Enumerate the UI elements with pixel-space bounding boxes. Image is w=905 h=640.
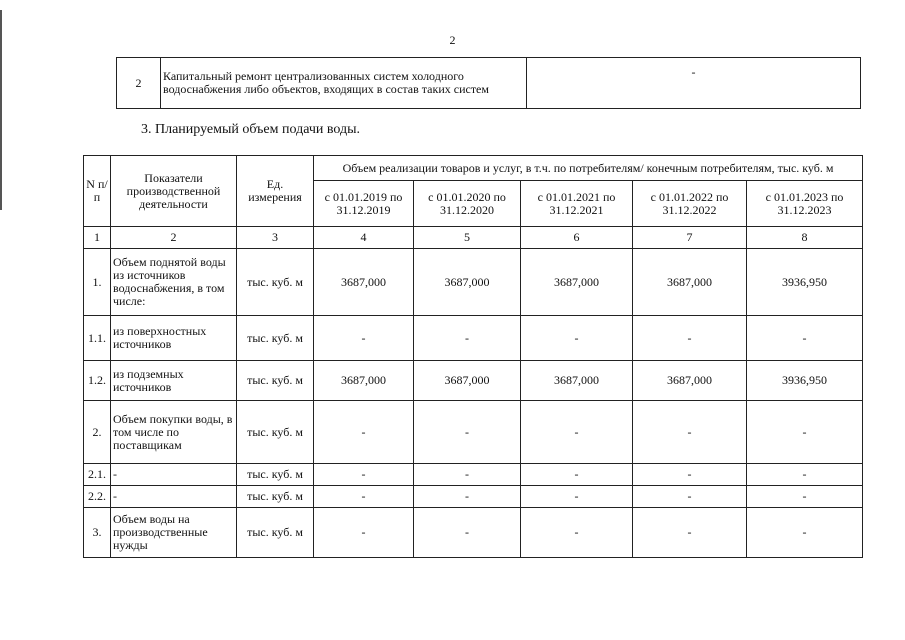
row-unit: тыс. куб. м [237,508,314,558]
row-value: - [521,486,633,508]
row-text [161,58,527,109]
table-row [84,486,863,508]
row-value: - [633,486,747,508]
row-value: - [314,486,414,508]
column-number: 6 [521,227,633,249]
row-value: - [521,316,633,361]
column-number: 7 [633,227,747,249]
row-unit: тыс. куб. м [237,486,314,508]
row-indicator: Объем поднятой воды из источников водоснабжения, в том числе: [111,249,237,316]
table-row [84,249,863,316]
row-indicator: Объем покупки воды, в том числе по поставщикам [111,401,237,464]
column-number: 5 [414,227,521,249]
row-value: - [521,508,633,558]
header-num: N п/п [84,156,111,227]
row-number: 2 [117,58,161,109]
section-title: 3. Планируемый объем подачи воды. [141,122,361,137]
table-row [117,58,861,109]
row-value: 3687,000 [414,249,521,316]
header-group: Объем реализации товаров и услуг, в т.ч. по потребителям/ конечным потребителям, тыс. куб. м [314,156,863,181]
row-unit: тыс. куб. м [237,361,314,401]
row-indicator: - [111,486,237,508]
row-value: 3936,950 [747,249,863,316]
row-value: 3687,000 [314,249,414,316]
row-value: 3936,950 [747,361,863,401]
table-row [84,316,863,361]
row-unit: тыс. куб. м [237,249,314,316]
row-value: - [633,508,747,558]
row-number: 1.2. [84,361,111,401]
row-value: - [633,464,747,486]
row-value: - [314,464,414,486]
row-value: - [521,464,633,486]
page-number: 2 [449,33,456,47]
header-period: с 01.01.2022 по 31.12.2022 [633,181,747,227]
row-value: 3687,000 [633,249,747,316]
row-value: - [414,401,521,464]
table-row [84,361,863,401]
row-value: - [314,401,414,464]
row-number: 3. [84,508,111,558]
row-text-line: водоснабжения либо объектов, входящих в состав таких систем [163,82,489,96]
header-row [84,156,863,181]
row-value: 3687,000 [633,361,747,401]
row-value: - [414,316,521,361]
header-period: с 01.01.2020 по 31.12.2020 [414,181,521,227]
row-number: 2. [84,401,111,464]
row-value: - [414,464,521,486]
header-period: с 01.01.2019 по 31.12.2019 [314,181,414,227]
row-value: - [414,508,521,558]
row-value: - [747,508,863,558]
row-value: - [314,508,414,558]
row-value: - [747,401,863,464]
row-value: - [633,401,747,464]
row-text-line: Капитальный ремонт централизованных систем холодного [163,69,464,83]
row-value: 3687,000 [314,361,414,401]
column-number: 3 [237,227,314,249]
row-indicator: - [111,464,237,486]
row-number: 2.2. [84,486,111,508]
header-unit: Ед. измерения [237,156,314,227]
top-table [116,57,861,109]
row-unit: тыс. куб. м [237,464,314,486]
row-value: 3687,000 [521,361,633,401]
row-value: 3687,000 [414,361,521,401]
table-row [84,464,863,486]
header-period: с 01.01.2021 по 31.12.2021 [521,181,633,227]
row-value: - [633,316,747,361]
header-period: с 01.01.2023 по 31.12.2023 [747,181,863,227]
row-value: - [527,58,861,109]
row-value: - [747,316,863,361]
row-value: - [521,401,633,464]
column-numbers-row [84,227,863,249]
row-value: - [747,464,863,486]
column-number: 8 [747,227,863,249]
row-unit: тыс. куб. м [237,316,314,361]
row-indicator: из подземных источников [111,361,237,401]
row-indicator: из поверхностных источников [111,316,237,361]
table-row [84,401,863,464]
column-number: 2 [111,227,237,249]
row-number: 1.1. [84,316,111,361]
header-indicator: Показатели производственной деятельности [111,156,237,227]
row-number: 1. [84,249,111,316]
main-table [83,155,863,558]
table-row [84,508,863,558]
row-value: - [747,486,863,508]
row-value: 3687,000 [521,249,633,316]
row-indicator: Объем воды на производственные нужды [111,508,237,558]
row-unit: тыс. куб. м [237,401,314,464]
column-number: 4 [314,227,414,249]
row-number: 2.1. [84,464,111,486]
row-value: - [314,316,414,361]
row-value: - [414,486,521,508]
column-number: 1 [84,227,111,249]
